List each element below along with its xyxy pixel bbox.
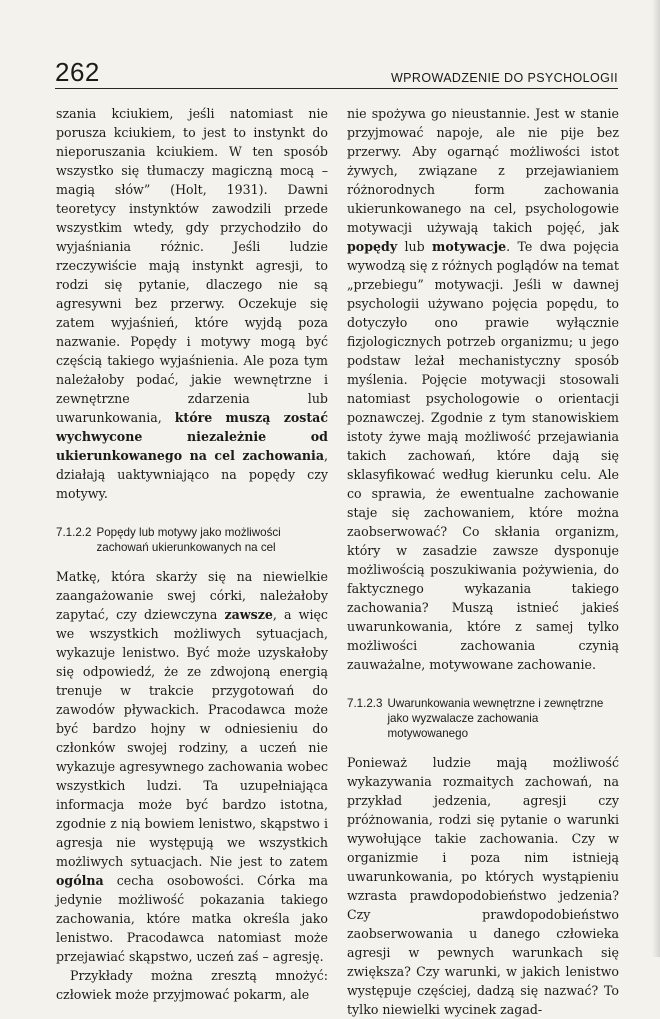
bold-word: ogólna <box>56 873 104 888</box>
paragraph: szania kciukiem, jeśli natomiast nie porusza kciukiem, to jest to instynkt do nieporuszania kciukiem. W ten sposób wszystko się tłumaczy magiczną mocą – magią słów” (Holt, 1931). Dawni teoretycy instynktów zawodzili przede wszystkim wtedy, gdy przychodziło do wyjaśniania różnic. Jeśli ludzie rzeczywiście mają instynkt agresji, to rodzi się pytanie, dlaczego nie są agresywni bez przerwy. Oczekuje się zatem wyjaśnień, które wyjdą poza nazwanie. Popędy i motywy mogą być częścią takiego wyjaśnienia. Ale poza tym należałoby podać, jakie wewnętrzne i zewnętrzne zdarzenia lub uwarunkowania, które muszą zostać wychwycone niezależnie od ukierunkowanego na cel zachowania, działają uaktywniająco na popędy czy motywy. <box>56 106 328 501</box>
header-rule <box>55 88 618 89</box>
right-column <box>347 104 619 1019</box>
paragraph: Ponieważ ludzie mają możliwość wykazywania rozmaitych zachowań, na przykład jedzenia, agresji czy próżnowania, rodzi się pytanie o warunki wywołujące takie zachowania. Czy w organizmie i poza nim istnieją uwarunkowania, po których wystąpieniu wzrasta prawdopodobieństwo jedzenia? Czy prawdopodobieństwo zaobserwowania u danego człowieka agresji w pewnych warunkach się zwiększa? Czy warunki, w jakich lenistwo występuje częściej, dadzą się nazwać? To tylko niewielki wycinek zagad- <box>347 755 619 1017</box>
paragraph: nie spożywa go nieustannie. Jest w stanie przyjmować napoje, ale nie pije bez przerwy. Aby ogarnąć możliwości istot żywych, związane z przejawianiem różnorodnych form zachowania ukierunkowanego na cel, psychologowie motywacji używają takich pojęć, jak popędy lub motywacje. Te dwa pojęcia wywodzą się z różnych poglądów na temat „przebiegu” motywacji. Jeśli w dawnej psychologii używano pojęcia popędu, to dotyczyło ono prawie wyłącznie fizjologicznych potrzeb organizmu; u jego podstaw leżał mechanistyczny sposób myślenia. Pojęcie motywacji stosowali natomiast psychologowie o orientacji poznawczej. Zgodnie z tym stanowiskiem istoty żywe mają możliwość przejawiania takich zachowań, które dają się sklasyfikować według kierunku celu. Ale co sprawia, że ewentualne zachowanie staje się zachowaniem, które można zaobserwować? Co skłania organizm, który w zasadzie zawsze dysponuje możliwością poszukiwania pożywienia, do faktycznego wykazania takiego zachowania? Muszą istnieć jakieś uwarunkowania, które z samej tylko możliwości zachowania czynią zauważalne, motywowane zachowanie. <box>347 106 619 672</box>
section-title: Popędy lub motywy jako możliwości zachowań ukierunkowanych na cel <box>96 526 281 554</box>
paragraph: Matkę, która skarży się na niewielkie zaangażowanie swej córki, należałoby zapytać, czy dziewczyna zawsze, a więc we wszystkich możliwych sytuacjach, wykazuje lenistwo. Być może uzyskałoby się odpowiedź, że ze zdwojoną energią trenuje w trakcie przygotowań do zawodów pływackich. Pracodawca może być bardzo hojny w odniesieniu do członków swojej rodziny, a uczeń nie wykazuje agresywnego zachowania wobec wszystkich ludzi. Ta uzupełniająca informacja może być bardzo istotna, zgodnie z nią bowiem lenistwo, skąpstwo i agresja nie występują we wszystkich możliwych sytuacjach. Nie jest to zatem ogólna cecha osobowości. Córka ma jedynie możliwość pokazania takiego zachowania, które matka określa jako lenistwo. Pracodawca natomiast może przejawiać skąpstwo, uczeń zaś – agresję. <box>56 569 328 964</box>
bold-word: motywacje <box>432 239 507 254</box>
bold-word: popędy <box>347 239 398 254</box>
section-number: 7.1.2.3 <box>347 697 383 710</box>
left-column <box>56 104 328 1004</box>
section-title: Uwarunkowania wewnętrzne i zewnętrzne jako wyzwalacze zachowania motywowanego <box>387 697 604 740</box>
page-number: 262 <box>55 57 100 87</box>
bold-phrase: które muszą zostać wychwycone niezależnie od ukierunkowanego na cel zachowania <box>56 410 328 463</box>
section-heading <box>56 525 328 555</box>
bold-word: zawsze <box>224 607 273 622</box>
running-head: WPROWADZENIE DO PSYCHOLOGII <box>390 71 618 85</box>
paragraph: Przykłady można zresztą mnożyć: człowiek może przyjmować pokarm, ale <box>56 968 328 1002</box>
section-number: 7.1.2.2 <box>56 526 92 539</box>
page-edge-shadow <box>652 0 660 957</box>
section-heading <box>347 696 619 741</box>
